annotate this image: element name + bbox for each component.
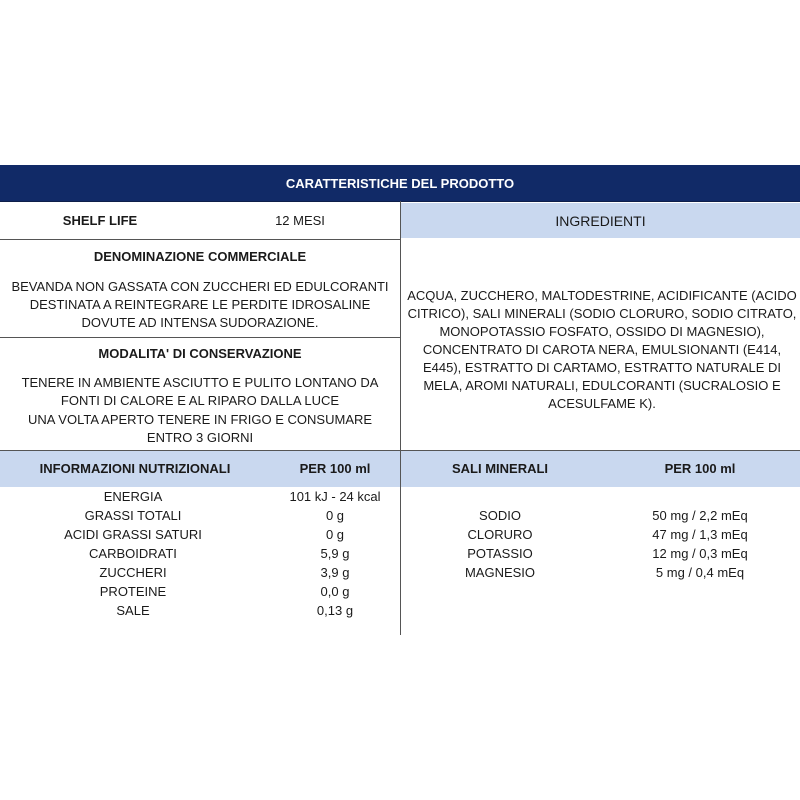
product-title-bar: [0, 165, 800, 201]
sali-names: [400, 506, 600, 582]
nutrient-value: 0 g: [325, 527, 345, 542]
nutrient-name: SALE: [116, 603, 150, 618]
denominazione-header: DENOMINAZIONE COMMERCIALE: [93, 249, 307, 264]
sali-header: SALI MINERALI: [451, 461, 549, 476]
nutrient-value: 0,0 g: [320, 584, 350, 599]
nutrient-value: 0,13 g: [316, 603, 354, 618]
nutrient-name: ENERGIA: [103, 489, 163, 504]
shelf-life-value: 12 MESI: [275, 212, 325, 228]
nutrient-value: 5,9 g: [320, 546, 350, 561]
nutrizionali-values: [270, 487, 400, 620]
mineral-name: POTASSIO: [467, 546, 533, 561]
nutrient-name: ZUCCHERI: [99, 565, 167, 580]
mineral-value: 12 mg / 0,3 mEq: [652, 546, 748, 561]
nutrizionali-header: INFORMAZIONI NUTRIZIONALI: [39, 461, 231, 476]
mineral-value: 5 mg / 0,4 mEq: [655, 565, 745, 580]
shelf-life-label: SHELF LIFE: [62, 212, 138, 228]
grid-line: [0, 239, 400, 240]
ingredienti-text: ACQUA, ZUCCHERO, MALTODESTRINE, ACIDIFICANTE (ACIDO CITRICO), SALI MINERALI (SODIO CLORURO, SODIO CITRATO, MONOPOTASSIO FOSFATO, OSSIDO DI MAGNESIO), CONCENTRATO DI CAROTA NERA, EMULSIONANTI (E414, E445), ESTRATTO DI CARTAMO, ESTRATTO NATURALE DI MELA, AROMI NATURALI, EDULCORANTI (SUCRALOSIO E ACESULFAME K).: [407, 288, 797, 411]
nutrient-name: CARBOIDRATI: [89, 546, 177, 561]
denominazione-text: BEVANDA NON GASSATA CON ZUCCHERI ED EDULCORANTI DESTINATA A REINTEGRARE LE PERDITE IDROSALINE DOVUTE AD INTENSA SUDORAZIONE.: [11, 279, 389, 330]
ingredienti-header: [401, 203, 800, 238]
page-title: CARATTERISTICHE DEL PRODOTTO: [285, 175, 515, 191]
grid-line: [0, 450, 800, 451]
nutrient-name: PROTEINE: [99, 584, 167, 599]
conservazione-header: MODALITA' DI CONSERVAZIONE: [98, 346, 302, 361]
conservazione-text-2: UNA VOLTA APERTO TENERE IN FRIGO E CONSUMARE ENTRO 3 GIORNI: [27, 412, 373, 445]
grid-line: [0, 337, 400, 338]
nutrizionali-names: [0, 487, 266, 620]
mineral-value: 50 mg / 2,2 mEq: [652, 508, 748, 523]
sali-values: [600, 506, 800, 582]
ingredienti-header-label: INGREDIENTI: [555, 212, 646, 229]
mineral-name: CLORURO: [467, 527, 533, 542]
mineral-name: SODIO: [479, 508, 521, 523]
mineral-value: 47 mg / 1,3 mEq: [652, 527, 748, 542]
sali-col-header: PER 100 ml: [664, 461, 736, 476]
nutrient-name: ACIDI GRASSI SATURI: [64, 527, 202, 542]
mineral-name: MAGNESIO: [464, 565, 536, 580]
nutrient-value: 0 g: [325, 508, 345, 523]
nutrient-name: GRASSI TOTALI: [84, 508, 182, 523]
nutrient-value: 101 kJ - 24 kcal: [289, 489, 381, 504]
conservazione-text-1: TENERE IN AMBIENTE ASCIUTTO E PULITO LONTANO DA FONTI DI CALORE E AL RIPARO DALLA LUCE: [21, 375, 379, 408]
grid-line: [400, 201, 401, 635]
nutrient-value: 3,9 g: [320, 565, 350, 580]
nutrizionali-col-header: PER 100 ml: [299, 461, 371, 476]
